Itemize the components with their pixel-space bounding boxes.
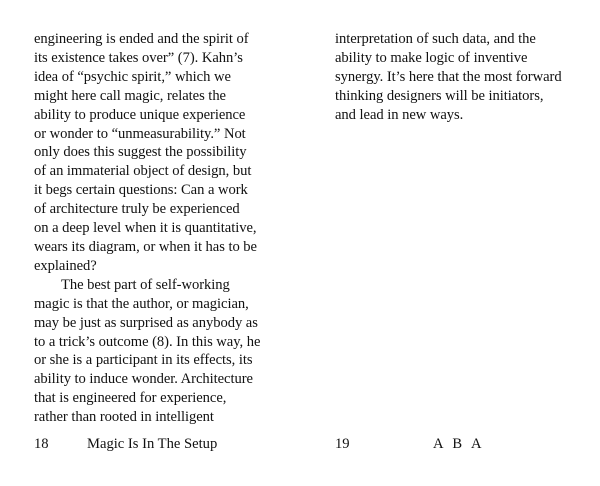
body-line: ability to induce wonder. Architecture: [34, 371, 253, 388]
paragraph-start-line: The best part of self-working: [61, 276, 230, 293]
body-line: to a trick’s outcome (8). In this way, he: [34, 333, 261, 350]
body-line: interpretation of such data, and the: [335, 31, 536, 47]
body-line: of architecture truly be experienced: [34, 201, 240, 218]
body-line: rather than rooted in intelligent: [34, 409, 214, 426]
body-line: or wonder to “unmeasurability.” Not: [34, 125, 246, 142]
body-line: only does this suggest the possibility: [34, 144, 247, 161]
body-line: ability to make logic of inventive: [335, 49, 528, 66]
body-line: idea of “psychic spirit,” which we: [34, 68, 231, 85]
body-line: it begs certain questions: Can a work: [34, 182, 248, 199]
body-line: its existence takes over” (7). Kahn’s: [34, 49, 243, 66]
body-line: wears its diagram, or when it has to be: [34, 238, 257, 255]
body-line: that is engineered for experience,: [34, 390, 227, 407]
right-page-number: 19: [335, 436, 350, 452]
body-line: and lead in new ways.: [335, 106, 464, 123]
right-running-title: A B A: [433, 436, 485, 452]
body-line: or she is a participant in its effects, its: [34, 352, 253, 369]
body-line: may be just as surprised as anybody as: [34, 314, 258, 331]
body-line: thinking designers will be initiators,: [335, 87, 544, 104]
right-page: [300, 0, 600, 486]
left-running-title: Magic Is In The Setup: [87, 436, 218, 452]
left-page-body-text: [34, 30, 274, 427]
body-line: ability to produce unique experience: [34, 106, 246, 123]
body-line: explained?: [34, 257, 97, 274]
body-line: of an immaterial object of design, but: [34, 163, 252, 180]
body-line: synergy. It’s here that the most forward: [335, 68, 562, 85]
body-line: engineering is ended and the spirit of: [34, 31, 249, 47]
left-page-number: 18: [34, 436, 49, 452]
body-line: magic is that the author, or magician,: [34, 295, 249, 312]
body-line: on a deep level when it is quantitative,: [34, 220, 257, 237]
right-page-body-text: [335, 30, 575, 125]
body-line: might here call magic, relates the: [34, 87, 226, 104]
